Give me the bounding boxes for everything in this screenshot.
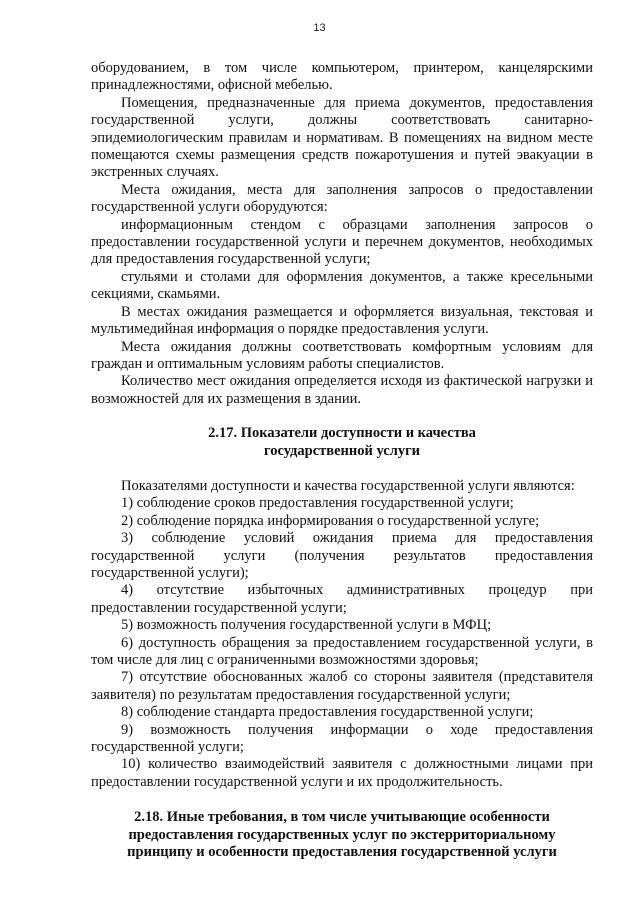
- paragraph: информационным стендом с образцами заполнения запросов о предоставлении государственной услуги и перечнем документов, необходимых для предоставления государственной услуги;: [91, 216, 593, 268]
- heading-line: принципу и особенности предоставления государственной услуги: [127, 844, 557, 861]
- paragraph: стульями и столами для оформления документов, а также кресельными секциями, скамьями.: [91, 268, 593, 303]
- heading-line: 2.17. Показатели доступности и качества: [208, 425, 476, 442]
- paragraph: оборудованием, в том числе компьютером, принтером, канцелярскими принадлежностями, офисной мебелью.: [91, 60, 593, 94]
- paragraph: В местах ожидания размещается и оформляется визуальная, текстовая и мультимедийная информация о порядке предоставления услуги.: [91, 303, 593, 338]
- list-item: 6) доступность обращения за предоставлением государственной услуги, в том числе для лиц с ограниченными возможностями здоровья;: [91, 634, 593, 668]
- list-item: 9) возможность получения информации о ходе предоставления государственной услуги;: [91, 721, 593, 756]
- heading-line: государственной услуги: [263, 442, 421, 459]
- section-heading-2-17: [91, 425, 593, 460]
- paragraph: Показателями доступности и качества государственной услуги являются:: [121, 477, 575, 494]
- list-item: 4) отсутствие избыточных административных процедур при предоставлении государственной услуги;: [91, 582, 593, 616]
- section-heading-2-18: [91, 809, 593, 861]
- list-item: 8) соблюдение стандарта предоставления государственной услуги;: [121, 704, 534, 721]
- heading-line: предоставления государственных услуг по экстерриториальному: [128, 826, 556, 843]
- paragraph: Места ожидания должны соответствовать комфортным условиям для граждан и оптимальным условиям работы специалистов.: [91, 338, 593, 372]
- list-item: 10) количество взаимодействий заявителя с должностными лицами при предоставлении государственной услуги и их продолжительность.: [91, 756, 593, 790]
- list-item: 7) отсутствие обоснованных жалоб со стороны заявителя (представителя заявителя) по результатам предоставления государственной услуги;: [91, 669, 593, 703]
- paragraph: Количество мест ожидания определяется исходя из фактической нагрузки и возможностей для их размещения в здании.: [91, 373, 593, 407]
- list-item: 5) возможность получения государственной услуги в МФЦ;: [121, 617, 492, 634]
- paragraph: Места ожидания, места для заполнения запросов о предоставлении государственной услуги оборудуются:: [91, 181, 593, 216]
- list-item: 3) соблюдение условий ожидания приема для предоставления государственной услуги (получения результатов предоставления государственной услуги);: [91, 530, 593, 581]
- paragraph: Помещения, предназначенные для приема документов, предоставления государственной услуги, должны соответствовать санитарно-эпидемиологическим правилам и нормативам. В помещениях на видном месте помещаются схемы размещения средств пожаротушения и путей эвакуации в экстренных случаях.: [91, 94, 593, 181]
- page-number: 13: [313, 22, 326, 34]
- document-body: [91, 60, 593, 861]
- list-item: 1) соблюдение сроков предоставления государственной услуги;: [121, 495, 514, 512]
- list-item: 2) соблюдение порядка информирования о государственной услуге;: [121, 512, 540, 529]
- heading-line: 2.18. Иные требования, в том числе учитывающие особенности: [134, 809, 550, 826]
